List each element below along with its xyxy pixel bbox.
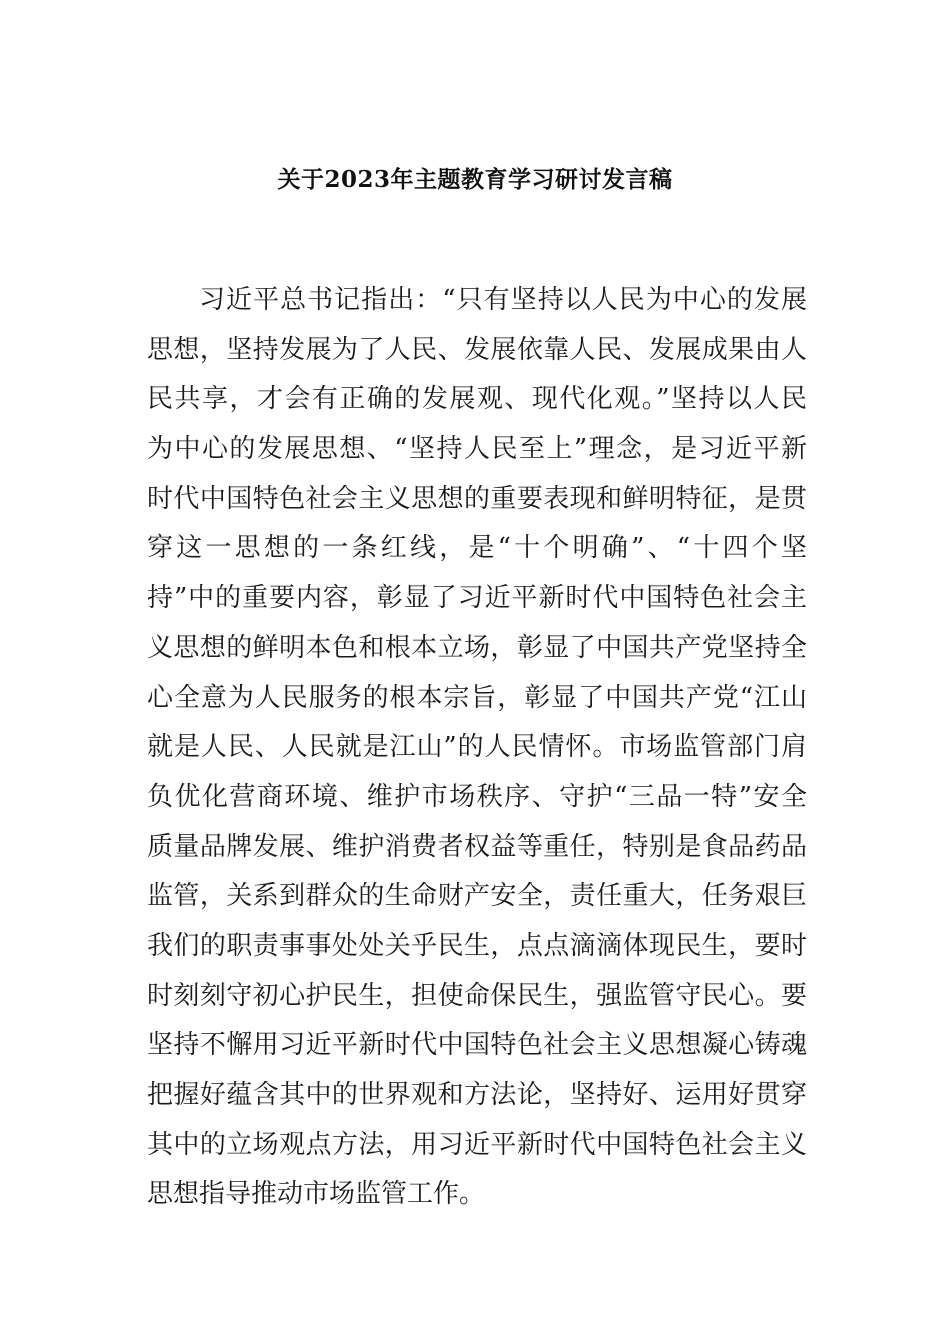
paragraph-line: 心全意为人民服务的根本宗旨，彰显了中国共产党“江山 <box>147 682 807 713</box>
paragraph-line: 坚持不懈用习近平新时代中国特色社会主义思想凝心铸魂 <box>147 1030 807 1061</box>
paragraph-line: 时代中国特色社会主义思想的重要表现和鲜明特征，是贯 <box>147 483 807 514</box>
paragraph-line: 其中的立场观点方法，用习近平新时代中国特色社会主义 <box>147 1129 807 1160</box>
paragraph-line: 时刻刻守初心护民生，担使命保民生，强监管守民心。要 <box>147 980 807 1011</box>
document-title: 关于2023年主题教育学习研讨发言稿 <box>277 166 673 193</box>
document-body <box>147 276 807 1220</box>
paragraph-line: 质量品牌发展、维护消费者权益等重任，特别是食品药品 <box>147 831 807 862</box>
paragraph-line: 习近平总书记指出：“只有坚持以人民为中心的发展 <box>199 285 807 315</box>
paragraph-line: 就是人民、人民就是江山”的人民情怀。市场监管部门肩 <box>147 732 807 763</box>
paragraph-line: 监管，关系到群众的生命财产安全，责任重大，任务艰巨 <box>147 881 807 912</box>
paragraph-line: 思想，坚持发展为了人民、发展依靠人民、发展成果由人 <box>147 334 807 365</box>
paragraph-line: 负优化营商环境、维护市场秩序、守护“三品一特”安全 <box>147 781 807 812</box>
paragraph-line: 义思想的鲜明本色和根本立场，彰显了中国共产党坚持全 <box>147 632 807 663</box>
paragraph-line: 思想指导推动市场监管工作。 <box>147 1179 486 1210</box>
paragraph-line: 民共享，才会有正确的发展观、现代化观。”坚持以人民 <box>147 384 807 415</box>
paragraph-line: 我们的职责事事处处关乎民生，点点滴滴体现民生，要时 <box>147 930 807 961</box>
paragraph-line: 为中心的发展思想、“坚持人民至上”理念，是习近平新 <box>147 434 807 465</box>
paragraph-line: 把握好蕴含其中的世界观和方法论，坚持好、运用好贯穿 <box>147 1080 807 1110</box>
paragraph-line: 穿这一思想的一条红线，是“十个明确”、“十四个坚 <box>147 533 807 564</box>
paragraph-line: 持”中的重要内容，彰显了习近平新时代中国特色社会主 <box>147 583 807 614</box>
